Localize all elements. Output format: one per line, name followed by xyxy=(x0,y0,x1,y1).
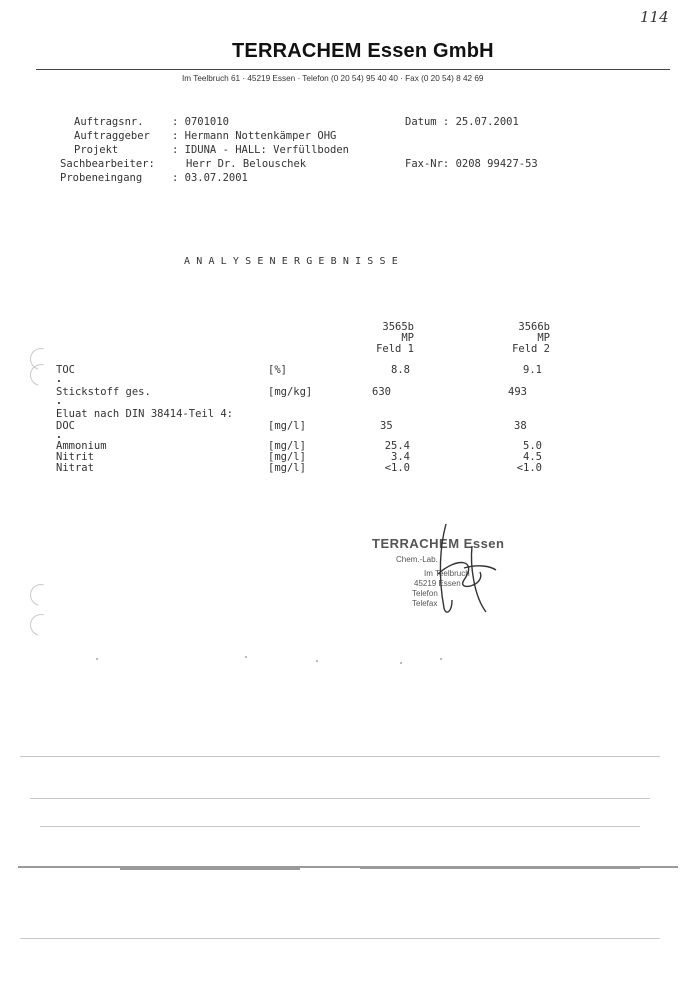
result-value-2: 4.5 xyxy=(523,451,542,463)
meta-value-clerk: Herr Dr. Belouschek xyxy=(186,158,307,170)
company-stamp xyxy=(368,516,548,626)
result-name: DOC xyxy=(56,420,75,432)
result-unit: [mg/l] xyxy=(268,462,306,474)
meta-label-client: Auftraggeber xyxy=(74,130,150,142)
stamp-line-2: Chem.-Lab. xyxy=(396,555,438,564)
company-address: Im Teelbruch 61 · 45219 Essen · Telefon (0 20 54) 95 40 40 · Fax (0 20 54) 8 42 69 xyxy=(182,74,484,83)
result-value-2: 493 xyxy=(508,386,527,398)
sample-1-field: Feld 1 xyxy=(376,343,414,355)
result-section-label: Eluat nach DIN 38414-Teil 4: xyxy=(56,408,234,420)
page-number: 114 xyxy=(640,8,669,26)
meta-label-project: Projekt xyxy=(74,144,119,156)
sample-2-id: 3566b xyxy=(518,321,550,333)
column-header-sample-1 xyxy=(360,322,414,355)
stamp-line-4: 45219 Essen xyxy=(414,579,461,588)
meta-value-client: : Hermann Nottenkämper OHG xyxy=(172,130,337,142)
sample-1-id: 3565b xyxy=(382,321,414,333)
stamp-line-5: Telefon xyxy=(412,589,438,598)
sample-2-field: Feld 2 xyxy=(512,343,550,355)
meta-label-order-number: Auftragsnr. xyxy=(74,116,144,128)
result-value-1: 25.4 xyxy=(384,440,410,452)
meta-value-project: : IDUNA - HALL: Verfüllboden xyxy=(172,144,350,156)
result-value-1: 35 xyxy=(380,420,393,432)
scan-dot xyxy=(58,380,60,382)
scan-dot xyxy=(58,436,60,438)
scan-artifacts xyxy=(0,640,700,960)
result-value-2: 38 xyxy=(514,420,527,432)
fax-number: Fax-Nr: 0208 99427-53 xyxy=(405,158,538,170)
sample-1-type: MP xyxy=(401,332,414,344)
column-header-sample-2 xyxy=(496,322,550,355)
result-unit: [mg/kg] xyxy=(268,386,313,398)
company-name: TERRACHEM Essen GmbH xyxy=(232,40,494,62)
meta-value-order-number: : 0701010 xyxy=(172,116,229,128)
result-value-1: <1.0 xyxy=(384,462,410,474)
result-value-2: <1.0 xyxy=(516,462,542,474)
report-date: Datum : 25.07.2001 xyxy=(405,116,519,128)
results-heading: ANALYSENERGEBNISSE xyxy=(184,256,404,267)
result-value-1: 8.8 xyxy=(391,364,410,376)
result-unit: [mg/l] xyxy=(268,451,306,463)
result-name: Nitrat xyxy=(56,462,94,474)
result-value-2: 5.0 xyxy=(523,440,542,452)
sample-2-type: MP xyxy=(537,332,550,344)
result-name: Nitrit xyxy=(56,451,94,463)
meta-label-receipt: Probeneingang xyxy=(60,172,143,184)
scan-dot xyxy=(58,402,60,404)
result-value-2: 9.1 xyxy=(523,364,542,376)
result-unit: [mg/l] xyxy=(268,420,306,432)
meta-value-receipt: : 03.07.2001 xyxy=(172,172,248,184)
result-name: Ammonium xyxy=(56,440,107,452)
stamp-line-6: Telefax xyxy=(412,599,438,608)
header-rule xyxy=(36,69,670,70)
punch-hole xyxy=(26,580,56,610)
result-value-1: 3.4 xyxy=(391,451,410,463)
result-unit: [mg/l] xyxy=(268,440,306,452)
punch-hole xyxy=(26,610,56,640)
meta-label-clerk: Sachbearbeiter: xyxy=(60,158,155,170)
result-value-1: 630 xyxy=(372,386,391,398)
stamp-line-3: Im Teelbruch xyxy=(424,569,470,578)
stamp-line-1: TERRACHEM Essen xyxy=(372,536,505,551)
result-name: TOC xyxy=(56,364,75,376)
result-unit: [%] xyxy=(268,364,287,376)
result-name: Stickstoff ges. xyxy=(56,386,151,398)
